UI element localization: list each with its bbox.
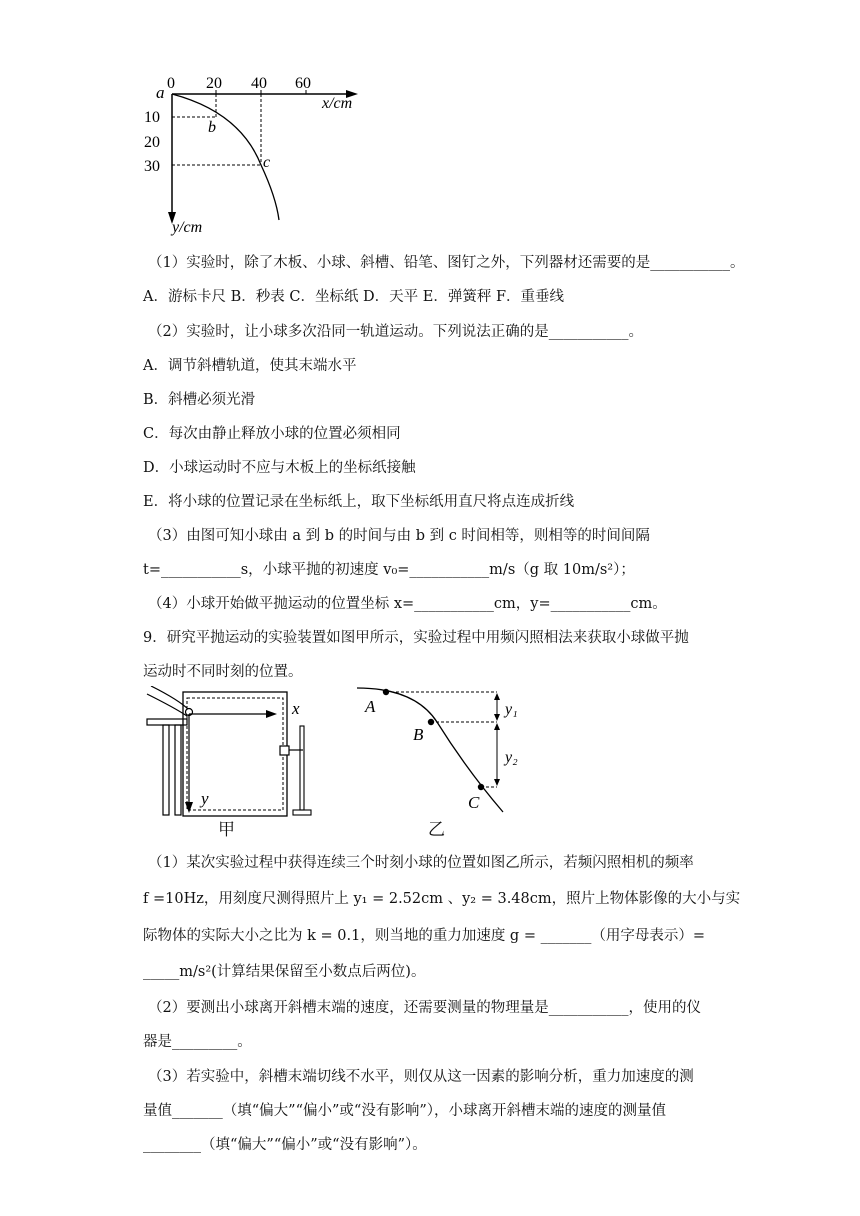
origin-label: a [156,83,165,102]
q8-part2-option-b: B．斜槽必须光滑 [143,392,256,408]
q8-part2-option-e: E．将小球的位置记录在坐标纸上，取下坐标纸用直尺将点连成折线 [143,494,575,510]
q8-part1-options: A．游标卡尺 B．秒表 C．坐标纸 D．天平 E．弹簧秤 F．重垂线 [143,289,565,305]
x-tick-0: 0 [167,75,175,92]
x-tick-20: 20 [206,75,222,92]
flash-figure-yi [355,682,535,817]
q8-part4: （4）小球开始做平抛运动的位置坐标 x=___________cm，y=___________cm。 [148,596,667,612]
y-tick-10: 10 [144,109,160,126]
yi-label-b: B [413,725,424,744]
clamp [280,746,289,755]
yi-label-y1: y₁ [505,701,518,718]
q8-part2-option-a: A．调节斜槽轨道，使其末端水平 [143,358,357,374]
yi-trajectory [357,688,503,812]
table-top [147,719,187,725]
yi-label-a: A [365,697,376,716]
yi-label-c: C [468,793,480,812]
q8-part3-line1: （3）由图可知小球由 a 到 b 的时间与由 b 到 c 时间相等，则相等的时间间隔 [148,528,650,544]
y-axis-label: y/cm [172,219,203,236]
x-tick-60: 60 [295,75,311,92]
q9-part3-line1: （3）若实验中，斜槽末端切线不水平，则仅从这一因素的影响分析，重力加速度的测 [148,1069,694,1085]
trajectory-figure [140,72,380,242]
q9-part1-line2: f =10Hz，用刻度尺测得照片上 y₁ = 2.52cm 、y₂ = 3.48cm，照片上物体影像的大小与实 [143,891,741,907]
q9-part2-line2: 器是_________。 [143,1034,252,1050]
stand-base [293,810,311,815]
q9-part3-line3: ________（填“偏大”“偏小”或“没有影响”）。 [143,1137,427,1153]
board [183,692,287,816]
point-c-label: c [263,154,271,171]
y-tick-20: 20 [144,134,160,151]
stand-rod [300,726,304,810]
x-axis-label: x/cm [322,95,353,112]
q8-part1: （1）实验时，除了木板、小球、斜槽、铅笔、图钉之外，下列器材还需要的是___________。 [148,255,745,271]
table-leg-left [163,725,169,815]
q9-part3-line2: 量值_______（填“偏大”“偏小”或“没有影响”），小球离开斜槽末端的速度的测量值 [143,1103,666,1119]
yi-label-y2: y₂ [505,749,518,766]
q9-intro-line1: 9．研究平抛运动的实验装置如图甲所示，实验过程中用频闪照相法来获取小球做平抛 [143,630,689,646]
fig-jia-caption: 甲 [218,820,235,840]
q8-part2-option-d: D．小球运动时不应与木板上的坐标纸接触 [143,460,416,476]
jia-x-label: x [292,699,300,718]
y-tick-30: 30 [144,158,160,175]
q9-part2-line1: （2）要测出小球离开斜槽末端的速度，还需要测量的物理量是___________，使用的仪 [148,1000,701,1016]
q9-part1-line4: _____m/s²(计算结果保留至小数点后两位)。 [143,964,426,980]
q9-part1-line1: （1）某次实验过程中获得连续三个时刻小球的位置如图乙所示，若频闪照相机的频率 [148,855,694,871]
point-b-label: b [208,119,216,136]
q9-intro-line2: 运动时不同时刻的位置。 [143,664,303,680]
q9-part1-line3: 际物体的实际大小之比为 k = 0.1，则当地的重力加速度 g = _______（用字母表示）= [143,928,705,944]
apparatus-figure-jia [145,686,325,841]
fig-yi-caption: 乙 [428,820,445,840]
q8-part2: （2）实验时，让小球多次沿同一轨道运动。下列说法正确的是___________。 [148,324,643,340]
q8-part3-line2: t=___________s，小球平抛的初速度 v₀=___________m/s（g 取 10m/s²）； [143,562,635,578]
x-tick-40: 40 [251,75,267,92]
table-leg-right [175,725,181,815]
q8-part2-option-c: C．每次由静止释放小球的位置必须相同 [143,426,401,442]
jia-y-label: y [201,789,209,808]
